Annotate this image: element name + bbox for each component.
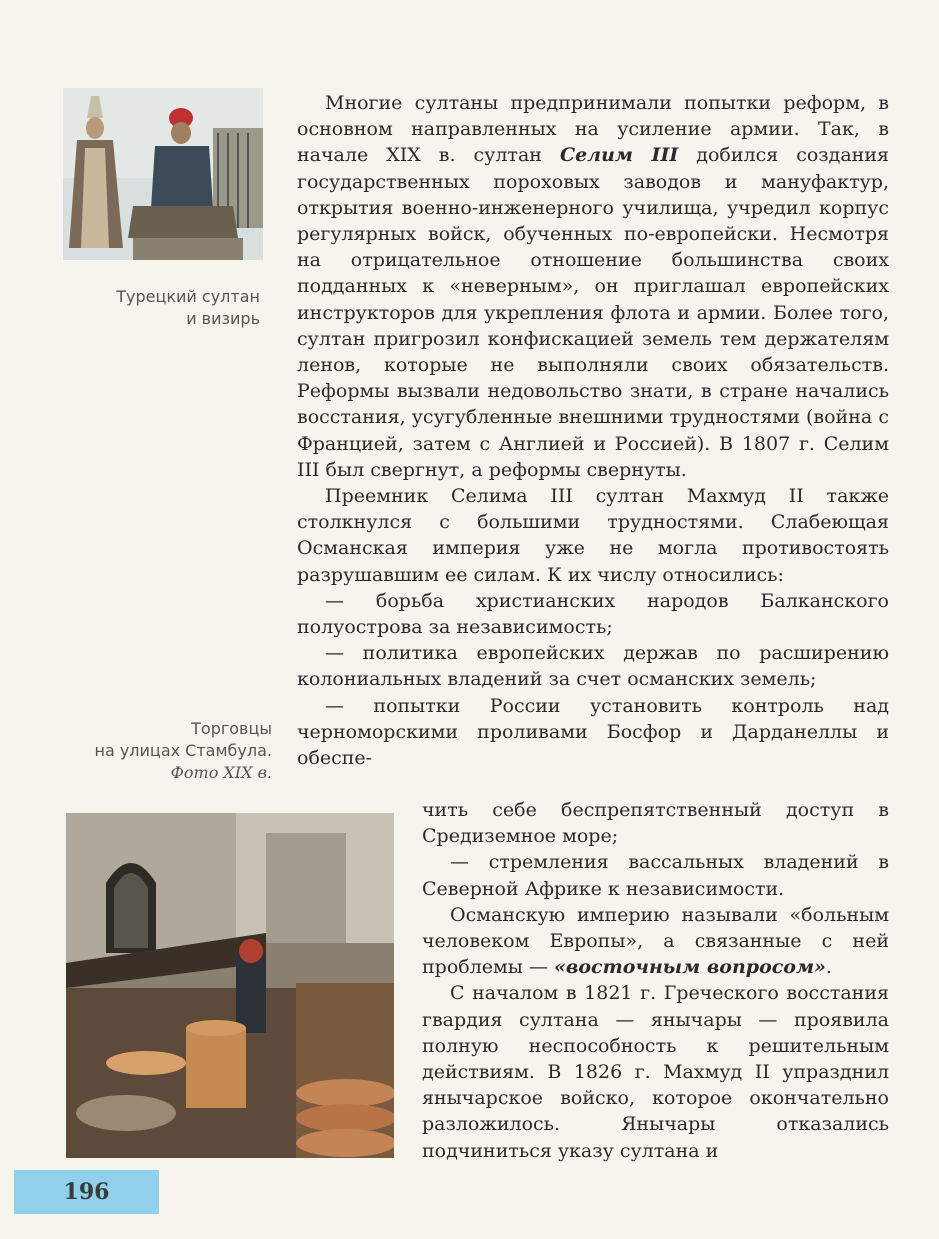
- text-run: Многие султаны предпринимали попытки реформ, в основном направленных на усиление армии. Так, в начале XIX в. султан: [297, 92, 889, 167]
- caption-line: и визирь: [186, 309, 260, 328]
- traders-photo-caption: [60, 718, 272, 784]
- paragraph: [422, 902, 889, 981]
- paragraph: С началом в 1821 г. Греческого восстания гвардия султана — янычары — проявила полную неспособность к решительным действиям. В 1826 г. Махмуд II упразднил янычарское войско, которое окончательно разложилось. Янычары отказались подчиниться указу султана и: [422, 982, 889, 1162]
- emphasized-term: «восточным вопросом»: [554, 956, 826, 979]
- list-item: — попытки России установить контроль над черноморскими проливами Босфор и Дарданеллы и обеспе-: [297, 694, 889, 770]
- caption-line: Торговцы: [191, 719, 272, 738]
- main-text-lower: [422, 797, 889, 1164]
- paragraph: [297, 90, 889, 483]
- emphasized-name: Селим III: [559, 144, 679, 167]
- list-item: — стремления вассальных владений в Северной Африке к независимости.: [422, 851, 889, 900]
- caption-line: Турецкий султан: [116, 287, 260, 306]
- caption-line: Фото XIX в.: [170, 763, 272, 782]
- main-text-upper: [297, 90, 889, 771]
- page-number: 196: [14, 1170, 159, 1214]
- sultan-vizier-photo: [63, 88, 263, 260]
- caption-line: на улицах Стамбула.: [94, 741, 272, 760]
- list-item: — борьба христианских народов Балканского полуострова за независимость;: [297, 589, 889, 639]
- text-run: Османскую империю называли «больным человеком Европы», а связанные с ней проблемы —: [422, 903, 889, 979]
- sultan-photo-caption: [60, 286, 260, 330]
- list-item-continued: чить себе беспрепятственный доступ в Средиземное море;: [422, 799, 889, 848]
- text-run: .: [825, 956, 832, 979]
- list-item: — политика европейских держав по расширению колониальных владений за счет османских земель;: [297, 642, 889, 691]
- istanbul-traders-photo: [66, 813, 394, 1158]
- text-run: добился создания государственных пороховых заводов и мануфактур, открытия военно-инженерного училища, учредил корпус регулярных войск, обученных по-европейски. Несмотря на отрицательное отношение большинства своих подданных к «неверным», он приглашал европейских инструкторов для укрепления флота и армии. Более того, султан пригрозил конфискацией земель тем держателям ленов, которые не выполняли своих обязательств. Реформы вызвали недовольство знати, в стране начались восстания, усугубленные внешними трудностями (война с Францией, затем с Англией и Россией). В 1807 г. Селим III был свергнут, а реформы свернуты.: [297, 144, 889, 481]
- paragraph: Преемник Селима III султан Махмуд II также столкнулся с большими трудностями. Слабеющая Османская империя уже не могла противостоять разрушавшим ее силам. К их числу относились:: [297, 485, 889, 586]
